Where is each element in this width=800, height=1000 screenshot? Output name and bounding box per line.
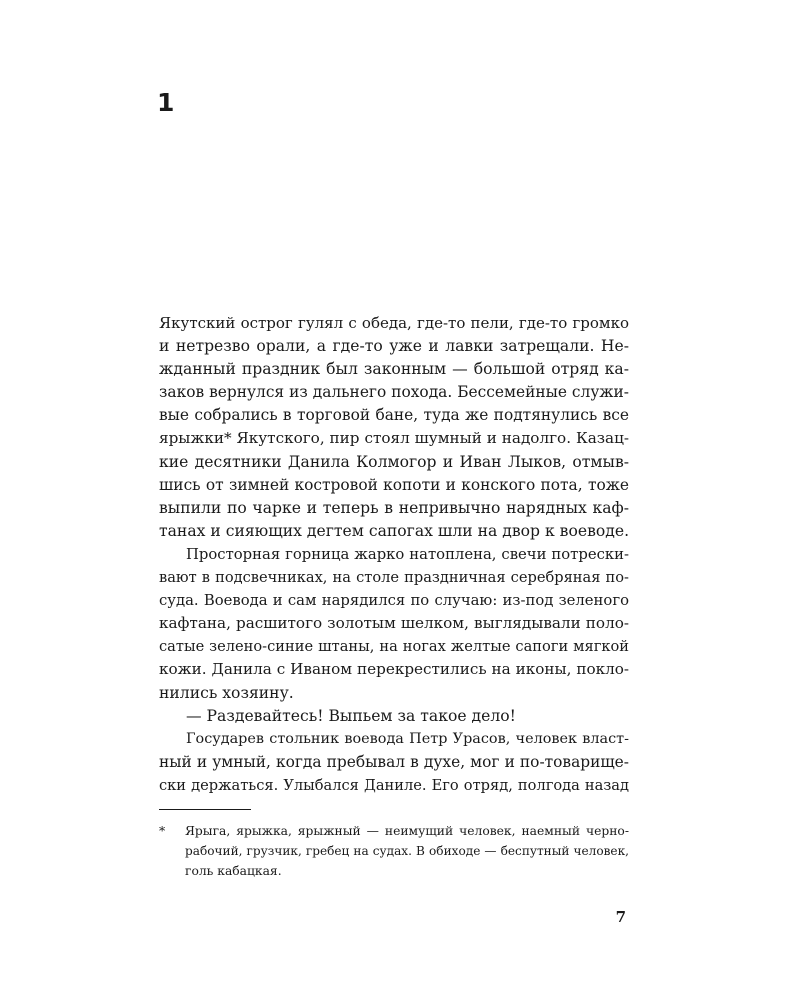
text-line: кафтана, расшитого золотым шелком, выглядывали поло- — [159, 614, 629, 633]
text-line: выпили по чарке и теперь в непривычно нарядных каф- — [159, 498, 629, 517]
text-line: вые собрались в торговой бане, туда же подтянулись все — [159, 406, 629, 425]
text-line: и нетрезво орали, а где-то уже и лавки затрещали. Не- — [159, 337, 629, 356]
text-line: вают в подсвечниках, на столе праздничная серебряная по- — [159, 569, 629, 587]
text-line: ный и умный, когда пребывал в духе, мог и по-товарище- — [159, 752, 629, 771]
text-line: Просторная горница жарко натоплена, свечи потрески- — [186, 545, 629, 563]
footnote-line: рабочий, грузчик, гребец на судах. В обиходе — беспутный человек, — [185, 844, 629, 858]
text-line: танах и сияющих дегтем сапогах шли на двор к воеводе. — [159, 521, 630, 540]
footnote-marker: * — [159, 823, 166, 838]
text-line: кожи. Данила с Иваном перекрестились на иконы, покло- — [159, 660, 629, 679]
text-line: ярыжки* Якутского, пир стоял шумный и надолго. Казац- — [159, 429, 629, 448]
main-text — [159, 312, 629, 797]
footnote-divider — [159, 809, 251, 810]
text-line: жданный праздник был законным — большой отряд ка- — [159, 360, 629, 379]
page-number: 7 — [615, 908, 626, 926]
text-line: кие десятники Данила Колмогор и Иван Лыков, отмыв- — [159, 452, 629, 471]
footnote-line: Ярыга, ярыжка, ярыжный — неимущий человек, наемный черно- — [185, 824, 629, 838]
chapter-number: 1 — [157, 88, 175, 117]
text-line: шись от зимней костровой копоти и конского пота, тоже — [159, 475, 629, 494]
dialogue-line: — Раздевайтесь! Выпьем за такое дело! — [186, 706, 516, 725]
text-line: нились хозяину. — [159, 683, 294, 702]
footnote — [159, 821, 629, 881]
text-line: суда. Воевода и сам нарядился по случаю: из-под зеленого — [159, 592, 629, 610]
text-line: Государев стольник воевода Петр Урасов, человек власт- — [186, 730, 629, 747]
text-line: сатые зелено-синие штаны, на ногах желтые сапоги мягкой — [159, 638, 629, 656]
footnote-text — [185, 821, 629, 881]
text-line: Якутский острог гулял с обеда, где-то пели, где-то громко — [159, 314, 629, 332]
text-line: заков вернулся из дальнего похода. Бессемейные служи- — [159, 383, 629, 402]
footnote-line: голь кабацкая. — [185, 864, 282, 878]
text-line: ски держаться. Улыбался Даниле. Его отряд, полгода назад — [159, 776, 629, 794]
